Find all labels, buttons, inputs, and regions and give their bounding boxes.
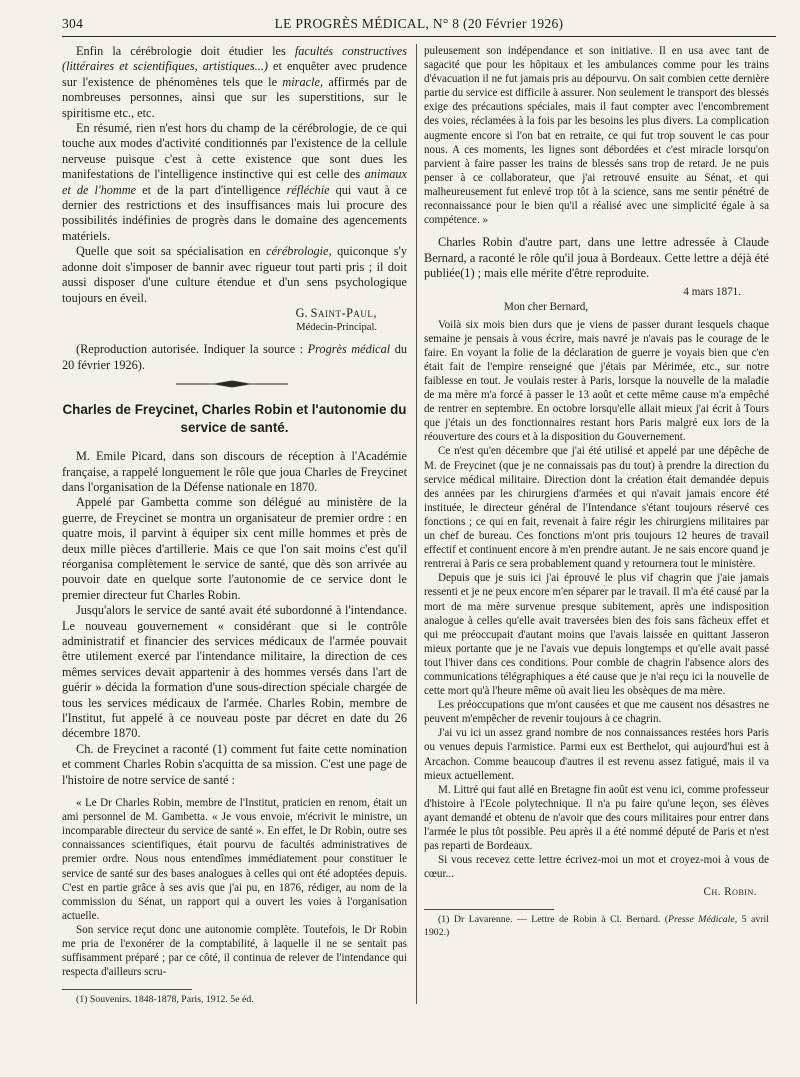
article-paragraph: Ch. de Freycinet a raconté (1) comment fut faite cette nomination et comment Charles Robin s'acquitta de sa mission. C'est une page de l'histoire de notre service de santé : bbox=[62, 741, 407, 787]
column-rule bbox=[416, 44, 417, 1004]
letter-paragraph: Si vous recevez cette lettre écrivez-moi un mot et croyez-moi à vous de cœur... bbox=[424, 854, 769, 881]
paragraph-cerebrology-faculties: Enfin la cérébrologie doit étudier les facultés constructives (littéraires et scientifiques, artistiques...) et enquêter avec prudence sur l'existence de phénomènes tels que le miracle, affirmés par de nombreuses personnes, ainsi que sur les superstitions, sur le spiritisme etc., etc. bbox=[62, 44, 407, 120]
page-number: 304 bbox=[62, 16, 84, 31]
ornament-divider-icon bbox=[172, 379, 292, 389]
letter-date: 4 mars 1871. bbox=[683, 286, 741, 299]
letter-paragraph: Voilà six mois bien durs que je viens de passer durant lesquels chaque semaine je pensais à vous écrire, mais navré je n'avais pas le courage de le faire. En voyant la folie de la déclaration de guerre je voyais bien que c'en était fait de l'empire renseigné que j'étais par Mérimée, etc., sur notre faiblesse en tout. Je voulais rester à Paris, lorsque la nouvelle de la maladie de ma mère m'a forcé à passer le 13 août et cette même cause m'a empêché de rentrer en septembre. En octobre lorsqu'elle allait mieux j'ai écrit à Tours que j'étais un des fonctionnaires restant hors Paris malgré eux lors de la réouverture des cours et à la disposition du Gouvernement. bbox=[424, 318, 769, 444]
quote-paragraph: Son service reçut donc une autonomie complète. Toutefois, le Dr Robin me pria de l'exonérer de la comptabilité, à laquelle il ne se sentait pas suffisamment préparé ; par ce côté, il continua de relever de l'intendance qui respecta d'ailleurs scru- bbox=[62, 923, 407, 979]
paragraph-specialisation: Quelle que soit sa spécialisation en cérébrologie, quiconque s'y adonne doit s'imposer de bannir avec rigueur tout parti pris ; il doit aussi disposer d'une culture étendue et d'un sens psychologique toujours en éveil. bbox=[62, 244, 407, 305]
journal-title: LE PROGRÈS MÉDICAL, N° 8 (20 Février 1926) bbox=[274, 16, 564, 31]
footnote-rule bbox=[62, 989, 192, 990]
right-column bbox=[424, 44, 769, 939]
quote-paragraph: puleusement son indépendance et son initiative. Il en usa avec tant de sagacité que pour les hôpitaux et les ambulances comme pour les trains d'évacuation il ne fut jamais pris au dépourvu. On sait combien cette dernière partie du service est difficile à assurer. Non seulement le transport des blessés exige des précautions spéciales, mais il faut compter avec l'encombrement des voies, réclamées à la fois par les besoins les plus divers. La complication augmente encore si l'on bat en retraite, ce qui fut trop souvent le cas pour nous. A ces moments, les lignes sont débordées et c'est miracle lorsqu'on parvient à faire passer les trains de blessés sans trop de retard. Je ne puis penser à ce collaborateur, que j'ai retrouvé ensuite au Sénat, et qui malheureusement fut enlevé trop tôt à la science, sans me sentir pénétré de reconnaissance pour le bien qu'il a réalisé avec une simplicité égale à sa compétence. » bbox=[424, 45, 769, 227]
letter-salutation: Mon cher Bernard, bbox=[504, 300, 589, 313]
article-title: Charles de Freycinet, Charles Robin et l'autonomie du service de santé. bbox=[62, 402, 407, 436]
quote-paragraph: « Le Dr Charles Robin, membre de l'Institut, praticien en renom, était un ami personnel de M. Gambetta. « Je vous envoie, m'écrivit le ministre, un incomparable directeur du service de santé ». En effet, le Dr Robin, outre ses connaissances scientifiques, était pourvu de facultés administratives de premier ordre. Nous nous entendîmes immédiatement pour constituer le service de santé sur des bases analogues à celles qui ont été adoptées depuis. C'est en partie grâce à ses avis que j'ai pu, en 1876, rédiger, au nom de la commission du Sénat, un rapport qui a ouvert les voies à l'organisation actuelle. bbox=[62, 797, 407, 922]
author-role: Médecin-Principal. bbox=[296, 322, 377, 334]
letter-paragraph: Ce n'est qu'en décembre que j'ai été utilisé et appelé par une dépêche de M. de Freycinet (que je ne connaissais pas du tout) à prendre la direction du service médical militaire. Direction dont la création était demandée depuis des années par les chirurgiens d'armées et qui n'avait jamais encore été instituée, le directeur général de l'Intendance s'étant toujours réservé ces fonctions ; ce qui en fait, revenait à faire régir les chirurgiens militaires par un chef de bureau. Ces fonctions m'ont pris toujours 12 heures de travail effectif et continuent encore à m'en prendre autant. Je ne sais encore quand je rentrerai à Paris ce sera probablement quand y retournera tout le ministère. bbox=[424, 445, 769, 571]
paragraph-summary: En résumé, rien n'est hors du champ de la cérébrologie, de ce qui touche aux modes d'activité conditionnés par l'existence de la cellule nerveuse puisque c'est à cette existence que sont dues les manifestations de l'intelligence instinctive qui est celle des animaux et de l'homme et de la part d'intelligence réfléchie qui vaut à ce dernier des restrictions et des insuffisances mais lui procure des possibilités indéfinies de progrès dans le domaine des agencements matériels. bbox=[62, 121, 407, 243]
article-paragraph: M. Emile Picard, dans son discours de réception à l'Académie française, a rappelé longuement le rôle que joua Charles de Freycinet dans l'organisation de la Défense nationale en 1870. bbox=[62, 449, 407, 494]
letter-signature: Ch. Robin. bbox=[703, 886, 757, 899]
left-column bbox=[62, 44, 407, 1007]
author-signature: G. Saint-Paul, bbox=[295, 305, 377, 320]
article-paragraph: Jusqu'alors le service de santé avait été subordonné à l'intendance. Le nouveau gouvernement « considérant que si le contrôle administratif et financier des services médicaux de l'armée pouvait être utilement exercé par l'intendance militaire, la direction de ces mêmes services devait appartenir à des hommes versés dans l'art de guérir » décida la formation d'une sous-direction spéciale chargée de tous les services médicaux de l'armée. Charles Robin, membre de l'Institut, fut appelé à ce nouveau poste par décret en date du 26 décembre 1870. bbox=[62, 603, 407, 741]
letter-paragraph: Depuis que je suis ici j'ai éprouvé le plus vif chagrin que j'aie jamais ressenti et je ne peux encore m'en séparer par le travail. Il m'a été causé par la mort de ma mère survenue presque subitement, après une indisposition analogue à celles qu'elle avait traversées bien des fois sans fâcheux effet et qui me préoccupait d'autant moins que l'avais laissée en quittant Jasseron mieux portante que je ne l'avais vue depuis longtemps et qu'elle avait passé tout l'hiver dans ces conditions. Pour comble de chagrin l'absence alors des communications télégraphiques a été cause que je n'ai reçu ici la nouvelle de cette mort qu'à l'heure même où avait lieu les obsèques de ma mère. bbox=[424, 572, 769, 698]
letter-paragraph: M. Littré qui faut allé en Bretagne fin août est venu ici, comme professeur d'histoire à l'Ecole polytechnique. Il n'a pu faire qu'une leçon, ses élèves ayant demandé et obtenu de n'avoir que des cours militaires pour entrer dans l'armée le plus tôt possible. Peu après il a été nommé député de Paris et n'est pas reparti de Bordeaux. bbox=[424, 783, 769, 853]
footnote: (1) Dr Lavarenne. — Lettre de Robin à Cl. Bernard. (Presse Médicale, 5 avril 1902.) bbox=[424, 914, 769, 938]
reproduction-note: (Reproduction autorisée. Indiquer la source : Progrès médical du 20 février 1926). bbox=[62, 342, 408, 372]
letter-paragraph: Les préoccupations que m'ont causées et que me causent nos désastres ne peuvent m'empêcher de revenir toujours à ce chagrin. bbox=[424, 699, 769, 726]
running-head bbox=[62, 14, 776, 36]
article-paragraph: Charles Robin d'autre part, dans une lettre adressée à Claude Bernard, a raconté le rôle qu'il joua à Bordeaux. Cette lettre a déjà été publiée(1) ; mais elle mérite d'être reproduite. bbox=[424, 235, 769, 281]
header-rule bbox=[62, 36, 776, 37]
article-paragraph: Appelé par Gambetta comme son délégué au ministère de la guerre, de Freycinet se montra un organisateur de premier ordre : en quatre mois, il parvint à équiper six cent mille hommes et près de deux mille pièces d'artillerie. Mais ce que l'on sait moins c'est qu'il réorganisa complètement le service de santé, que dès son arrivée au pouvoir date en quelque sorte l'autonomie de ce service dont le premier directeur fut Charles Robin. bbox=[62, 495, 407, 602]
letter-paragraph: J'ai vu ici un assez grand nombre de nos connaissances restées hors Paris ou venues depuis l'armistice. Parmi eux est Berthelot, qui aujourd'hui est à Arcachon. Comme beaucoup d'autres il est revenu assez fatigué, mais il va mieux actuellement. bbox=[424, 727, 769, 782]
footnote: (1) Souvenirs. 1848-1878, Paris, 1912. 5e éd. bbox=[76, 994, 254, 1006]
footnote-rule bbox=[424, 909, 554, 910]
